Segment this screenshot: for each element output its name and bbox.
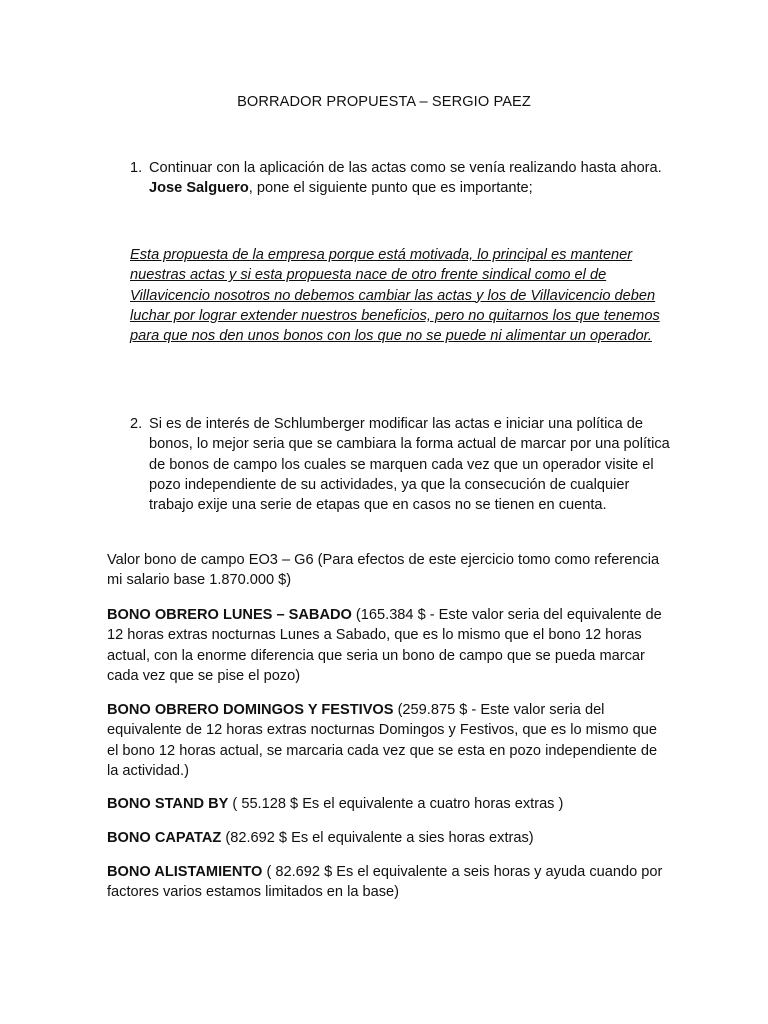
list-item-text [149,158,670,199]
intro-paragraph: Valor bono de campo EO3 – G6 (Para efectos de este ejercicio tomo como referencia mi salario base 1.870.000 $) [107,552,660,589]
list-number: 1. [130,160,143,176]
bono-paragraph [107,605,667,686]
bono-label: BONO OBRERO LUNES – SABADO [107,607,352,623]
bono-label: BONO ALISTAMIENTO [107,864,263,880]
item1-text-after: , pone el siguiente punto que es importante; [248,180,533,197]
bono-text: (259.875 $ - Este valor seria del equivalente de 12 horas extras nocturnas Domingos y Festivos, que es lo mismo que el bono 12 horas actual, se marcaria cada vez que se esta en pozo independiente de la actividad.) [107,702,658,779]
list-item-1 [130,158,670,199]
bono-text: (82.692 $ Es el equivalente a sies horas extras) [221,830,534,846]
bono-paragraph [107,700,667,781]
bono-paragraph [107,862,667,903]
bono-label: BONO STAND BY [107,796,229,812]
list-item-text: Si es de interés de Schlumberger modificar las actas e iniciar una política de bonos, lo mejor seria que se cambiara la forma actual de marcar por una política de bonos de campo los cuales se marquen cada vez que un operador visite el pozo independiente de su actividades, ya que la consecución de cualquier trabajo exije una serie de etapas que en casos no se tienen en cuenta. [149,416,670,514]
list-item-2 [130,414,670,515]
document-title: BORRADOR PROPUESTA – SERGIO PAEZ [237,94,531,110]
bono-text: (165.384 $ - Este valor seria del equivalente de 12 horas extras nocturnas Lunes a Sabado, que es lo mismo que el bono 12 horas actual, con la enorme diferencia que seria un bono de campo que se pueda marcar cada vez que se pise el pozo) [107,607,662,684]
bono-paragraph [107,828,667,848]
bono-paragraph [107,794,667,814]
item1-text-before: Continuar con la aplicación de las actas como se venía realizando hasta ahora. [149,160,662,176]
bono-text: ( 55.128 $ Es el equivalente a cuatro horas extras ) [228,796,564,812]
bono-label: BONO OBRERO DOMINGOS Y FESTIVOS [107,702,394,718]
item1-bold-name: Jose Salguero [149,180,249,197]
quoted-statement: Esta propuesta de la empresa porque está motivada, lo principal es mantener nuestras actas y si esta propuesta nace de otro frente sindical como el de Villavicencio nosotros no debemos cambiar las actas y los de Villavicencio deben luchar por lograr extender nuestros beneficios, pero no quitarnos los que tenemos para que nos den unos bonos con los que no se puede ni alimentar un operador. [130,247,660,345]
bono-text: ( 82.692 $ Es el equivalente a seis horas y ayuda cuando por factores varios estamos limitados en la base) [107,864,663,901]
list-number: 2. [130,416,143,432]
bono-label: BONO CAPATAZ [107,830,222,846]
